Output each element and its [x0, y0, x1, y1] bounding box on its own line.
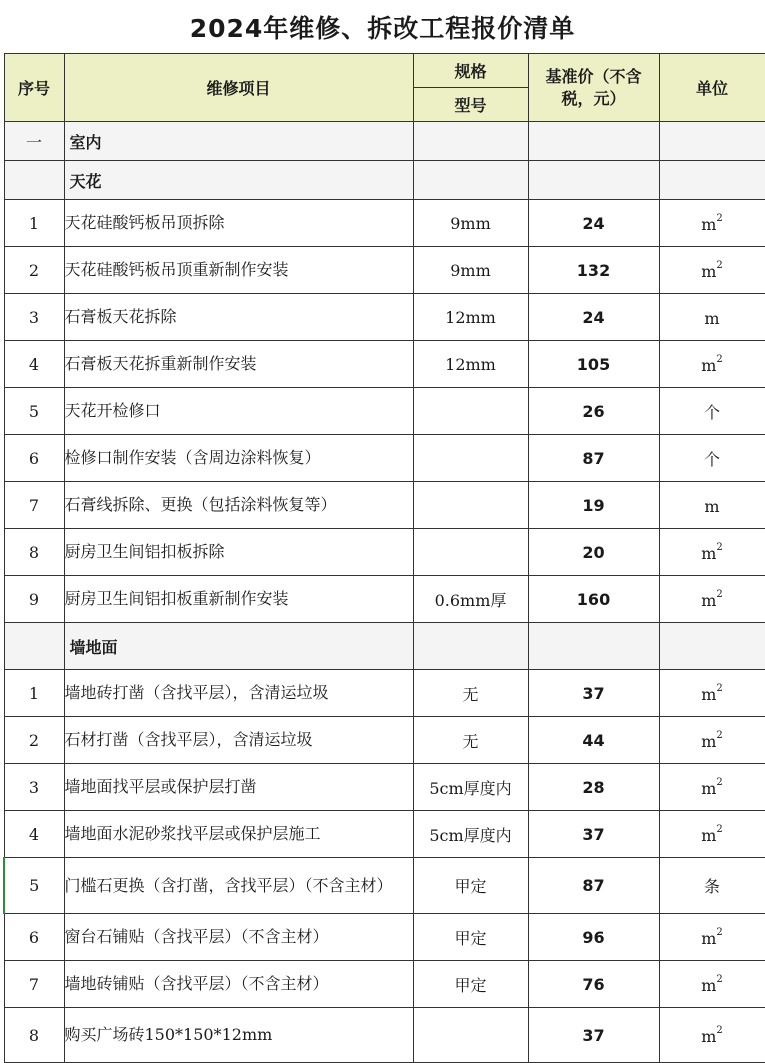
cell-empty: [659, 623, 765, 670]
row-item[interactable]: 天花硅酸钙板吊顶拆除: [64, 200, 413, 247]
row-unit[interactable]: [659, 1008, 765, 1063]
row-spec[interactable]: [413, 435, 528, 482]
row-item[interactable]: 石膏线拆除、更换（包括涂料恢复等）: [64, 482, 413, 529]
row-number[interactable]: 5: [4, 388, 64, 435]
row-spec[interactable]: 无: [413, 717, 528, 764]
unit-text: m: [701, 355, 717, 375]
row-number[interactable]: 3: [4, 294, 64, 341]
unit-text: 条: [703, 877, 720, 896]
section-name: 天花: [64, 161, 413, 200]
row-number[interactable]: 1: [4, 670, 64, 717]
header-unit: 单位: [659, 54, 765, 122]
row-unit[interactable]: [659, 811, 765, 858]
row-item[interactable]: 门槛石更换（含打凿，含找平层）（不含主材）: [64, 858, 413, 914]
row-price[interactable]: 24: [528, 294, 659, 341]
row-number[interactable]: 1: [4, 200, 64, 247]
row-price[interactable]: 37: [528, 1008, 659, 1063]
unit-text: m: [701, 684, 717, 704]
row-item[interactable]: 石膏板天花拆除: [64, 294, 413, 341]
header-spec-top: 规格: [413, 54, 528, 88]
row-price[interactable]: 76: [528, 961, 659, 1008]
row-unit[interactable]: [659, 529, 765, 576]
row-price[interactable]: 96: [528, 914, 659, 961]
row-spec[interactable]: 9mm: [413, 247, 528, 294]
row-item[interactable]: 墙地面水泥砂浆找平层或保护层施工: [64, 811, 413, 858]
section-row: [4, 161, 765, 200]
row-number[interactable]: 4: [4, 341, 64, 388]
row-number[interactable]: 7: [4, 482, 64, 529]
row-price[interactable]: 87: [528, 435, 659, 482]
row-spec[interactable]: 甲定: [413, 961, 528, 1008]
unit-superscript: 2: [716, 729, 723, 741]
section-row: [4, 623, 765, 670]
section-num: 一: [4, 122, 64, 161]
row-item[interactable]: 天花开检修口: [64, 388, 413, 435]
row-spec[interactable]: 5cm厚度内: [413, 764, 528, 811]
section-num: [4, 161, 64, 200]
cell-empty: [528, 161, 659, 200]
row-item[interactable]: 天花硅酸钙板吊顶重新制作安装: [64, 247, 413, 294]
table-row[interactable]: [4, 388, 765, 435]
header-item: 维修项目: [64, 54, 413, 122]
row-spec[interactable]: [413, 1008, 528, 1063]
cell-empty: [659, 122, 765, 161]
row-spec[interactable]: 0.6mm厚: [413, 576, 528, 623]
row-item[interactable]: 购买广场砖150*150*12mm: [64, 1008, 413, 1063]
unit-text: m: [701, 731, 717, 751]
unit-text: m: [701, 214, 717, 234]
unit-text: 个: [703, 449, 720, 469]
row-number[interactable]: 6: [4, 435, 64, 482]
row-number[interactable]: 3: [4, 764, 64, 811]
unit-superscript: 2: [716, 926, 723, 938]
row-unit[interactable]: [659, 200, 765, 247]
unit-text: m: [704, 308, 720, 328]
row-unit[interactable]: [659, 764, 765, 811]
section-name: 墙地面: [64, 623, 413, 670]
table-row[interactable]: [4, 200, 765, 247]
unit-superscript: 2: [716, 682, 723, 694]
table-row[interactable]: [4, 914, 765, 961]
section-num: [4, 623, 64, 670]
row-price[interactable]: 87: [528, 858, 659, 914]
header-spec-bottom: 型号: [413, 88, 528, 122]
unit-text: m: [701, 928, 717, 948]
row-unit[interactable]: [659, 388, 765, 435]
row-item[interactable]: 检修口制作安装（含周边涂料恢复）: [64, 435, 413, 482]
row-spec[interactable]: [413, 529, 528, 576]
table-row[interactable]: [4, 717, 765, 764]
unit-text: m: [701, 590, 717, 610]
row-price[interactable]: 19: [528, 482, 659, 529]
row-item[interactable]: 墙地面找平层或保护层打凿: [64, 764, 413, 811]
unit-text: m: [704, 496, 720, 516]
row-spec[interactable]: 5cm厚度内: [413, 811, 528, 858]
row-price[interactable]: 132: [528, 247, 659, 294]
section-name: 室内: [64, 122, 413, 161]
table-row[interactable]: [4, 247, 765, 294]
unit-superscript: 2: [716, 973, 723, 985]
page-title: 2024年维修、拆改工程报价清单: [189, 14, 576, 43]
table-row[interactable]: [4, 341, 765, 388]
row-number[interactable]: 7: [4, 961, 64, 1008]
unit-text: m: [701, 975, 717, 995]
row-number[interactable]: 5: [4, 858, 64, 914]
table-row[interactable]: [4, 482, 765, 529]
header-seq: 序号: [4, 54, 64, 122]
unit-text: 个: [703, 402, 720, 422]
unit-superscript: 2: [716, 212, 723, 224]
row-price[interactable]: 20: [528, 529, 659, 576]
unit-superscript: 2: [716, 823, 723, 835]
cell-empty: [528, 623, 659, 670]
row-item[interactable]: 厨房卫生间铝扣板拆除: [64, 529, 413, 576]
table-row[interactable]: [4, 294, 765, 341]
table-row[interactable]: [4, 961, 765, 1008]
row-item[interactable]: 窗台石铺贴（含找平层）（不含主材）: [64, 914, 413, 961]
cell-empty: [413, 161, 528, 200]
row-number[interactable]: 9: [4, 576, 64, 623]
row-unit[interactable]: [659, 717, 765, 764]
row-spec[interactable]: 9mm: [413, 200, 528, 247]
unit-superscript: 2: [716, 588, 723, 600]
table-row[interactable]: [4, 576, 765, 623]
row-price[interactable]: 37: [528, 811, 659, 858]
section-row: [4, 122, 765, 161]
row-price[interactable]: 28: [528, 764, 659, 811]
row-unit[interactable]: [659, 482, 765, 529]
cell-empty: [528, 122, 659, 161]
table-row[interactable]: [4, 764, 765, 811]
cell-empty: [659, 161, 765, 200]
unit-text: m: [701, 261, 717, 281]
row-price[interactable]: 105: [528, 341, 659, 388]
row-spec[interactable]: 甲定: [413, 858, 528, 914]
unit-text: m: [701, 825, 717, 845]
row-unit[interactable]: [659, 914, 765, 961]
cell-empty: [413, 623, 528, 670]
row-item[interactable]: 墙地砖铺贴（含找平层）（不含主材）: [64, 961, 413, 1008]
row-unit[interactable]: [659, 294, 765, 341]
row-item[interactable]: 石材打凿（含找平层），含清运垃圾: [64, 717, 413, 764]
row-price[interactable]: 26: [528, 388, 659, 435]
quote-table: [3, 53, 765, 1063]
row-number[interactable]: 8: [4, 1008, 64, 1063]
row-spec[interactable]: [413, 388, 528, 435]
row-price[interactable]: 160: [528, 576, 659, 623]
row-spec[interactable]: [413, 482, 528, 529]
row-item[interactable]: 石膏板天花拆重新制作安装: [64, 341, 413, 388]
unit-superscript: 2: [716, 541, 723, 553]
unit-superscript: 2: [716, 776, 723, 788]
row-price[interactable]: 37: [528, 670, 659, 717]
row-number[interactable]: 6: [4, 914, 64, 961]
row-unit[interactable]: [659, 435, 765, 482]
row-unit[interactable]: [659, 576, 765, 623]
row-unit[interactable]: [659, 961, 765, 1008]
table-row[interactable]: [4, 529, 765, 576]
row-spec[interactable]: 12mm: [413, 294, 528, 341]
row-price[interactable]: 44: [528, 717, 659, 764]
row-number[interactable]: 2: [4, 717, 64, 764]
row-spec[interactable]: 12mm: [413, 341, 528, 388]
row-number[interactable]: 8: [4, 529, 64, 576]
unit-text: m: [701, 1026, 717, 1046]
table-row[interactable]: [4, 670, 765, 717]
row-item[interactable]: 墙地砖打凿（含找平层），含清运垃圾: [64, 670, 413, 717]
unit-text: m: [701, 543, 717, 563]
row-number[interactable]: 2: [4, 247, 64, 294]
unit-superscript: 2: [716, 259, 723, 271]
row-unit[interactable]: [659, 670, 765, 717]
row-unit[interactable]: [659, 341, 765, 388]
unit-superscript: 2: [716, 1024, 723, 1036]
row-spec[interactable]: 无: [413, 670, 528, 717]
row-number[interactable]: 4: [4, 811, 64, 858]
header-price: 基准价（不含税，元）: [528, 54, 659, 122]
table-row[interactable]: [4, 858, 765, 914]
table-row[interactable]: [4, 435, 765, 482]
table-row[interactable]: [4, 811, 765, 858]
row-unit[interactable]: [659, 858, 765, 914]
unit-text: m: [701, 778, 717, 798]
row-item[interactable]: 厨房卫生间铝扣板重新制作安装: [64, 576, 413, 623]
unit-superscript: 2: [716, 353, 723, 365]
row-spec[interactable]: 甲定: [413, 914, 528, 961]
cell-empty: [413, 122, 528, 161]
row-unit[interactable]: [659, 247, 765, 294]
table-row[interactable]: [4, 1008, 765, 1063]
row-price[interactable]: 24: [528, 200, 659, 247]
